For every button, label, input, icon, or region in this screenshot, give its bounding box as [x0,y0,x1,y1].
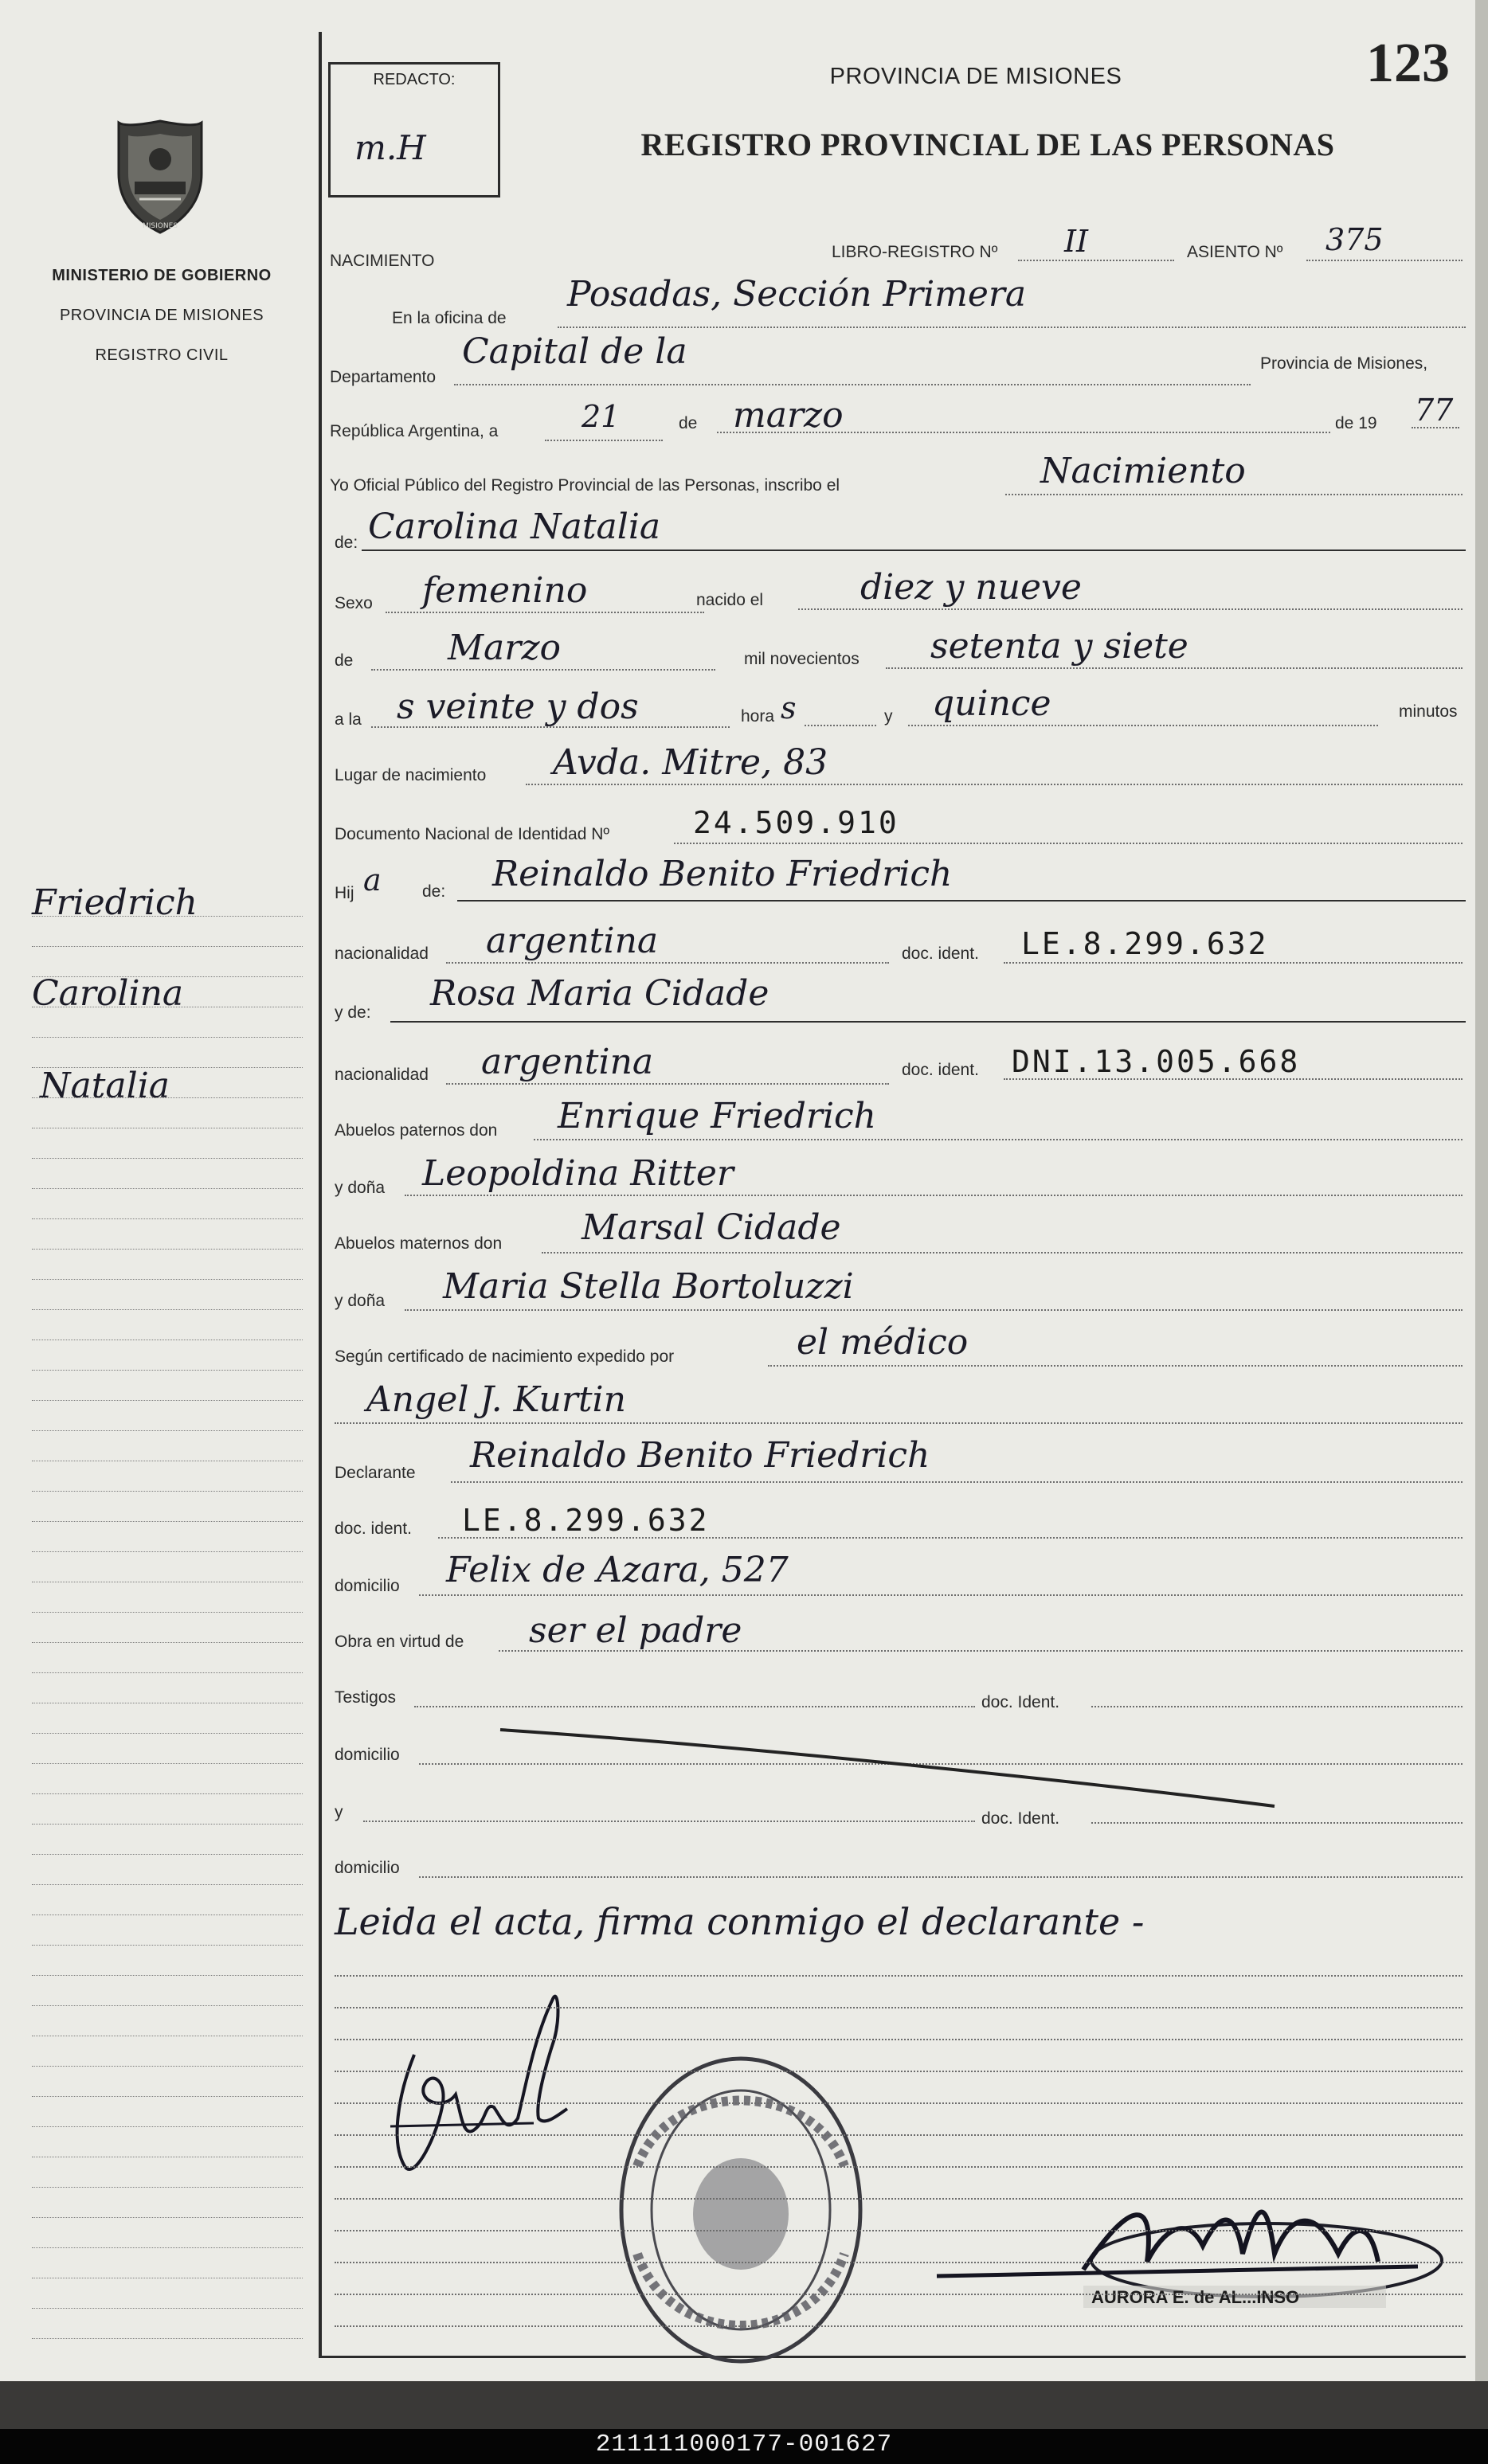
left-ruled-line [32,1067,303,1068]
mil-value: setenta y siete [930,626,1188,667]
year-value: 77 [1415,393,1454,428]
testigo1-domicilio-label: domicilio [335,1746,400,1764]
paternal-grandmother-value: Leopoldina Ritter [422,1153,734,1194]
left-ruled-line [32,1218,303,1219]
maternal-grandfather-label: Abuelos maternos don [335,1234,503,1253]
left-ruled-line [32,1672,303,1673]
underlying-page-edge [0,2381,1488,2429]
oficina-label: En la oficina de [392,309,507,327]
testigos-label: Testigos [335,1688,397,1707]
emblem-seal-text: MISIONES [142,222,178,230]
footer-identifier: 211111000177-001627 [595,2431,893,2458]
dni-value: 24.509.910 [693,805,899,840]
left-ruled-line [32,2066,303,2067]
father-name-value: Reinaldo Benito Friedrich [492,854,953,894]
maternal-grandmother-label: y doña [335,1292,386,1310]
mother-doc-label: doc. ident. [902,1061,979,1079]
mother-doc-value: DNI.13.005.668 [1012,1044,1301,1079]
y-value: quince [932,683,1051,724]
declarante-label: Declarante [335,1464,416,1482]
left-province-heading: PROVINCIA DE MISIONES [59,307,264,324]
declarante-doc-label: doc. ident. [335,1519,412,1538]
paternal-grandfather-value: Enrique Friedrich [558,1096,877,1136]
left-ruled-line [32,2217,303,2218]
page-number: 123 [1366,33,1450,94]
mother-label: y de: [335,1003,371,1022]
left-ruled-line [32,1551,303,1552]
redacto-label: REDACTO: [373,71,456,88]
y-label: y [884,707,893,726]
testigos-strike-line [478,1712,1322,1816]
nacimiento-label: NACIMIENTO [330,252,435,270]
child-name-value: Carolina Natalia [368,506,661,547]
de-label: de [679,414,698,432]
sexo-label: Sexo [335,594,373,612]
left-ruled-line [32,2096,303,2097]
day-value: 21 [581,399,621,434]
ministry-heading: MINISTERIO DE GOBIERNO [52,267,272,284]
certificate-value: el médico [797,1322,969,1363]
coat-of-arms-emblem [112,118,209,236]
testigo1-doc-label: doc. Ident. [981,1693,1060,1711]
left-ruled-line [32,946,303,947]
blank-ruled-line [335,2294,1463,2295]
declarante-value: Reinaldo Benito Friedrich [470,1435,930,1476]
doctor-value: Angel J. Kurtin [366,1379,626,1420]
maternal-grandfather-value: Marsal Cidade [581,1207,841,1248]
official-stamp-text: AURORA E. de AL...INSO [1091,2287,1300,2307]
nacido-value: diez y nueve [860,567,1082,608]
blank-ruled-line [335,2134,1463,2136]
de-19-label: de 19 [1335,414,1377,432]
provincia-suffix: Provincia de Misiones, [1260,354,1428,373]
left-ruled-line [32,1642,303,1643]
child-name-label: de: [335,534,358,552]
asiento-label: ASIENTO Nº [1187,243,1283,261]
blank-ruled-line [335,2198,1463,2200]
month-value: marzo [733,395,844,436]
dni-label: Documento Nacional de Identidad Nº [335,825,610,843]
oficina-value: Posadas, Sección Primera [567,274,1027,315]
left-ruled-line [32,1854,303,1855]
libro-value: II [1064,224,1089,259]
obra-value: ser el padre [529,1610,742,1651]
lugar-value: Avda. Mitre, 83 [553,742,828,783]
left-ruled-line [32,1037,303,1038]
left-ruled-line [32,976,303,977]
sexo-value: femenino [422,570,588,611]
ala-label: a la [335,710,362,729]
declarant-signature [366,1967,605,2206]
blank-ruled-line [335,1975,1463,1977]
father-nationality-label: nacionalidad [335,945,429,963]
column-divider [319,32,322,2357]
de3-value: Marzo [448,628,561,668]
left-ruled-line [32,1612,303,1613]
left-ruled-line [32,1309,303,1310]
testigo2-label: y [335,1803,343,1821]
left-ruled-line [32,2005,303,2006]
blank-ruled-line [335,2325,1463,2327]
declarante-doc-value: LE.8.299.632 [462,1503,710,1538]
ala-value: s veinte y dos [397,686,639,727]
republica-label: República Argentina, a [330,422,499,440]
hij-suffix: a [363,862,382,898]
horas-suffix: s [781,690,797,726]
left-ruled-line [32,1249,303,1250]
libro-label: LIBRO-REGISTRO Nº [832,243,998,261]
left-ruled-line [32,1975,303,1976]
obra-label: Obra en virtud de [335,1633,464,1651]
testigo2-doc-label: doc. Ident. [981,1809,1060,1828]
testigo2-domicilio-label: domicilio [335,1859,400,1877]
left-ruled-line [32,1279,303,1280]
hij-label: Hij [335,884,354,902]
maternal-grandmother-value: Maria Stella Bortoluzzi [443,1266,854,1307]
mother-name-value: Rosa Maria Cidade [430,973,769,1014]
left-ruled-line [32,1430,303,1431]
yo-oficial-value: Nacimiento [1040,451,1246,491]
blank-ruled-line [335,2039,1463,2040]
blank-ruled-line [335,2262,1463,2263]
province-heading: PROVINCIA DE MISIONES [829,64,1122,89]
left-ruled-line [32,1763,303,1764]
left-ruled-line [32,1521,303,1522]
mother-nationality-value: argentina [481,1042,654,1082]
paternal-grandmother-label: y doña [335,1179,386,1197]
given-name-margin-note: Carolina [32,973,184,1014]
father-doc-label: doc. ident. [902,945,979,963]
left-ruled-line [32,1491,303,1492]
left-ruled-line [32,916,303,917]
left-ruled-line [32,2187,303,2188]
left-ruled-line [32,1793,303,1794]
minutos-label: minutos [1399,702,1458,721]
left-ruled-line [32,2308,303,2309]
blank-ruled-line [335,2166,1463,2168]
blank-ruled-line [335,2102,1463,2104]
surname-margin-note: Friedrich [32,882,198,923]
domicilio-label: domicilio [335,1577,400,1595]
redacto-value: m.H [354,128,426,167]
left-ruled-line [32,1097,303,1098]
civil-registry-heading: REGISTRO CIVIL [95,346,229,364]
certificate-label: Según certificado de nacimiento expedido por [335,1347,675,1366]
redacto-box [328,62,500,198]
page-edge [1475,0,1488,2381]
left-ruled-line [32,2126,303,2127]
left-ruled-line [32,1158,303,1159]
asiento-value: 375 [1325,222,1384,257]
closing-text: Leida el acta, firma conmigo el declarante - [335,1900,1145,1943]
departamento-value: Capital de la [462,331,687,372]
father-doc-value: LE.8.299.632 [1021,926,1269,961]
lugar-label: Lugar de nacimiento [335,766,487,784]
left-ruled-line [32,1733,303,1734]
middle-name-margin-note: Natalia [40,1066,170,1106]
paternal-grandfather-label: Abuelos paternos don [335,1121,498,1140]
left-ruled-line [32,2247,303,2248]
left-ruled-line [32,1188,303,1189]
blank-ruled-line [335,2071,1463,2072]
hij-de-label: de: [422,882,446,901]
mother-nationality-label: nacionalidad [335,1066,429,1084]
yo-oficial-label: Yo Oficial Público del Registro Provincial de las Personas, inscribo el [330,476,840,495]
left-ruled-line [32,2338,303,2339]
de3-label: de [335,651,354,670]
official-signature [924,2166,1450,2373]
left-ruled-line [32,1824,303,1825]
departamento-label: Departamento [330,368,437,386]
official-round-stamp [613,2047,876,2373]
blank-ruled-line [335,2007,1463,2008]
left-ruled-line [32,1370,303,1371]
domicilio-value: Felix de Azara, 527 [446,1550,789,1590]
registry-title: REGISTRO PROVINCIAL DE LAS PERSONAS [640,127,1335,162]
father-nationality-value: argentina [486,921,659,961]
nacido-label: nacido el [696,591,764,609]
left-ruled-line [32,1945,303,1946]
left-ruled-line [32,1914,303,1915]
mil-label: mil novecientos [744,650,860,668]
left-ruled-line [32,1884,303,1885]
horas-label: hora [741,707,775,726]
left-ruled-line [32,1400,303,1401]
blank-ruled-line [335,2230,1463,2231]
